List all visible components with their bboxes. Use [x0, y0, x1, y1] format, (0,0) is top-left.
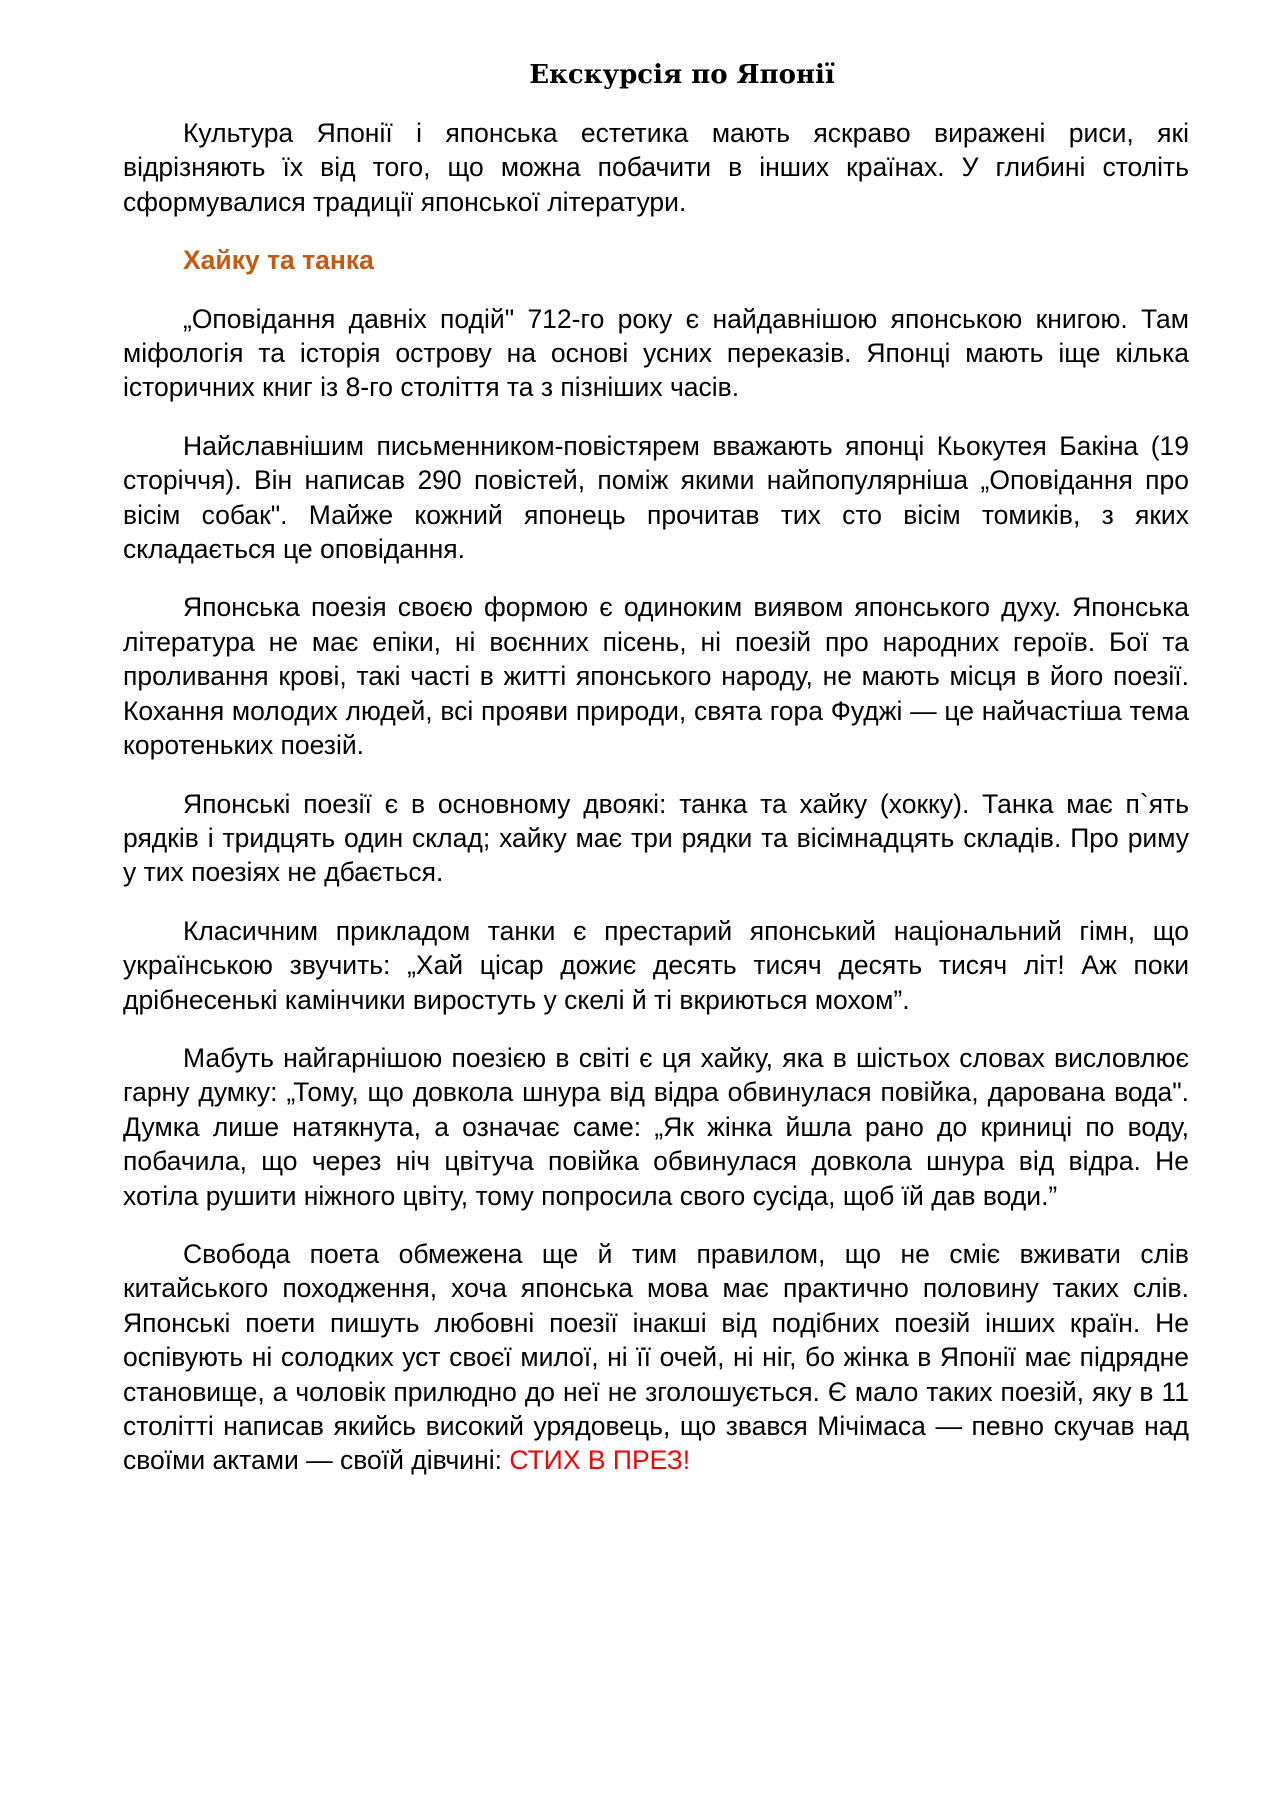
- paragraph: Найславнішим письменником-повістярем вважають японці Кьокутея Бакіна (19 сторіччя). Він написав 290 повістей, поміж якими найпопулярніша „Оповідання про вісім собак". Майже кожний японець прочитав тих сто вісім томиків, з яких складається це оповідання.: [123, 430, 1189, 565]
- paragraph: Японська поезія своєю формою є одиноким виявом японського духу. Японська література не має епіки, ні воєнних пісень, ні поезій про народних героїв. Бої та проливання крові, такі часті в житті японського народу, не мають місця в його поезії. Кохання молодих людей, всі прояви природи, свята гора Фуджі — це найчастіша тема коротеньких поезій.: [123, 592, 1189, 761]
- paragraph-final-text: Свобода поета обмежена ще й тим правилом, що не сміє вживати слів китайського походження, хоча японська мова має практично половину таких слів. Японські поети пишуть любовні поезії інакші від подібних поезій інших країн. Не оспівують ні солодких уст своєї милої, ні її очей, ні ніг, бо жінка в Японії має підрядне становище, а чоловік прилюдно до неї не зголошується. Є мало таких поезій, яку в 11 столітті написав якийсь високий урядовець, що звався Мічімаса — певно скучав над своїми актами — своїй дівчині:: [123, 1238, 1189, 1476]
- paragraph: Мабуть найгарнішою поезією в світі є ця хайку, яка в шістьох словах висловлює гарну думку: „Тому, що довкола шнура від відра обвинулася повійка, дарована вода". Думка лише натякнута, а означає саме: „Як жінка йшла рано до криниці по воду, побачила, що через ніч цвітуча повійка обвинулася довкола шнура від відра. Не хотіла рушити ніжного цвіту, тому попросила свого сусіда, щоб їй дав води.”: [123, 1042, 1189, 1211]
- paragraph: „Оповідання давніх подій" 712-го року є найдавнішою японською книгою. Там міфологія та історія острову на основі усних переказів. Японці мають іще кілька історичних книг із 8-го століття та з пізніших часів.: [123, 303, 1189, 403]
- paragraph: Японські поезії є в основному двоякі: танка та хайку (хокку). Танка має п`ять рядків і тридцять один склад; хайку має три рядки та вісімнадцять складів. Про риму у тих поезіях не дбається.: [123, 788, 1189, 888]
- document-page: [123, 58, 1189, 1502]
- highlight-note: СТИХ В ПРЕЗ!: [509, 1445, 691, 1476]
- page-title: Екскурсія по Японії: [529, 60, 835, 90]
- paragraph: Культура Японії і японська естетика мають яскраво виражені риси, які відрізняють їх від того, що можна побачити в інших країнах. У глибині століть сформувалися традиції японської літератури.: [123, 118, 1189, 217]
- section-heading: Хайку та танка: [183, 245, 374, 276]
- paragraph-final: [123, 1237, 1189, 1478]
- paragraph: Класичним прикладом танки є престарий японський національний гімн, що українською звучить: „Хай цісар дожиє десять тисяч десять тисяч літ! Аж поки дрібнесенькі камінчики виростуть у скелі й ті вкриються мохом”.: [123, 915, 1189, 1015]
